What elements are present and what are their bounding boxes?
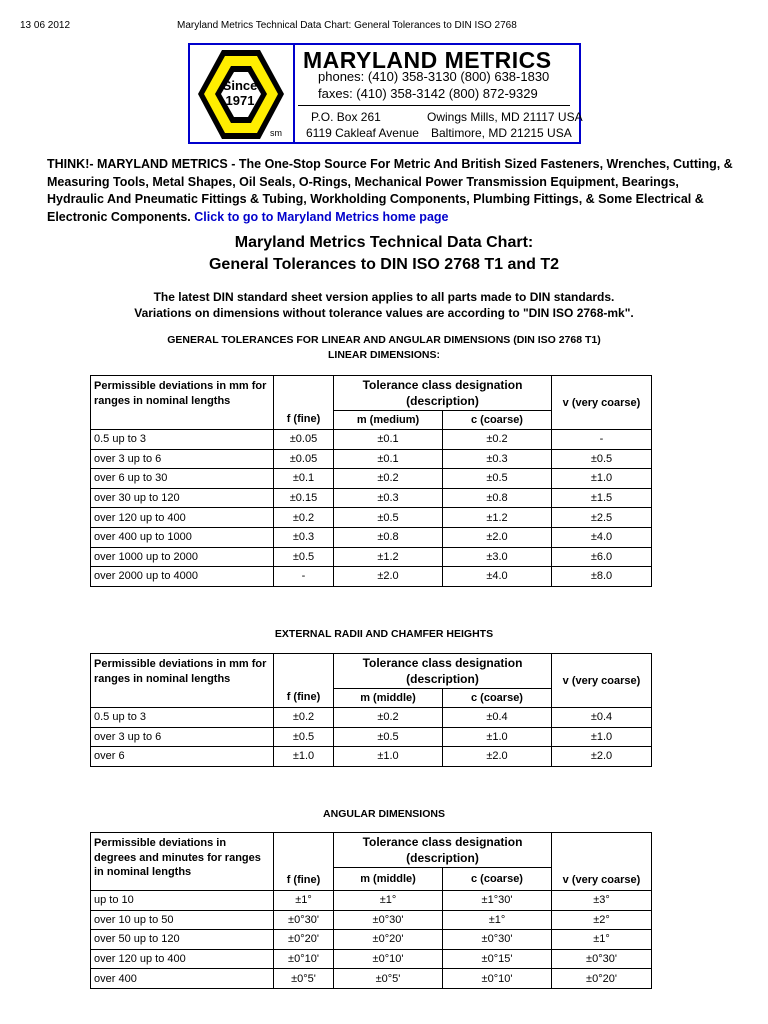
tolerance-cell: ±2.0 bbox=[552, 747, 652, 767]
tolerance-cell: ±4.0 bbox=[443, 567, 552, 587]
radii-header-very-coarse: v (very coarse) bbox=[552, 654, 652, 708]
tolerance-cell: ±2.0 bbox=[334, 567, 443, 587]
linear-header-span: Tolerance class designation (description) bbox=[334, 376, 552, 411]
angular-header-very-coarse: v (very coarse) bbox=[552, 833, 652, 891]
radii-heading: EXTERNAL RADII AND CHAMFER HEIGHTS bbox=[274, 628, 494, 640]
angular-heading: ANGULAR DIMENSIONS bbox=[323, 808, 445, 820]
tolerance-cell: ±0.4 bbox=[552, 708, 652, 728]
tolerance-cell: ±0°30' bbox=[334, 910, 443, 930]
phone-numbers: phones: (410) 358-3130 (800) 638-1830 bbox=[318, 69, 550, 84]
range-cell: over 1000 up to 2000 bbox=[91, 547, 274, 567]
tolerance-cell: ±1° bbox=[443, 910, 552, 930]
document-title-line2: General Tolerances to DIN ISO 2768 T1 and T2 bbox=[208, 256, 560, 273]
tolerance-cell: ±0.1 bbox=[274, 469, 334, 489]
tolerance-cell: - bbox=[552, 430, 652, 450]
tolerance-cell: ±1°30' bbox=[443, 891, 552, 911]
tolerance-cell: ±1.2 bbox=[443, 508, 552, 528]
table-row bbox=[91, 469, 652, 489]
tolerance-cell: ±2.5 bbox=[552, 508, 652, 528]
linear-heading: GENERAL TOLERANCES FOR LINEAR AND ANGULAR DIMENSIONS (DIN ISO 2768 T1) bbox=[167, 334, 601, 346]
tolerance-cell: ±0.2 bbox=[334, 469, 443, 489]
tolerance-cell: ±0°10' bbox=[274, 949, 334, 969]
tolerance-cell: ±1° bbox=[552, 930, 652, 950]
tolerance-cell: ±0.3 bbox=[274, 527, 334, 547]
tolerance-cell: ±4.0 bbox=[552, 527, 652, 547]
tolerance-cell: ±0.2 bbox=[443, 430, 552, 450]
linear-header-coarse: c (coarse) bbox=[443, 411, 552, 430]
tolerance-cell: ±8.0 bbox=[552, 567, 652, 587]
note-line1: The latest DIN standard sheet version applies to all parts made to DIN standards. bbox=[153, 290, 615, 304]
tolerance-cell: ±2.0 bbox=[443, 747, 552, 767]
radii-header-fine: f (fine) bbox=[274, 654, 334, 708]
intro-text: THINK!- MARYLAND METRICS - The One-Stop Source For Metric And British Sized Fasteners, Wrenches, Cutting, & Measuring Tools, Metal Shapes, Oil Seals, O-Rings, Mechanical Power Transmission Equipment, Bearings, Hydraulic And Pneumatic Fittings & Tubing, Workholding Components, Plumbing Fittings, & Some Electrical & Electronic Components. bbox=[47, 157, 733, 224]
banner-divider bbox=[293, 45, 295, 142]
range-cell: over 400 up to 1000 bbox=[91, 527, 274, 547]
range-cell: 0.5 up to 3 bbox=[91, 430, 274, 450]
tolerance-cell: ±0°20' bbox=[552, 969, 652, 989]
tolerance-cell: ±1° bbox=[334, 891, 443, 911]
table-row bbox=[91, 449, 652, 469]
intro-paragraph bbox=[47, 156, 737, 226]
logo-since-text: Since bbox=[222, 78, 258, 93]
tolerance-cell: ±0°20' bbox=[274, 930, 334, 950]
tolerance-cell: ±0°15' bbox=[443, 949, 552, 969]
tolerance-cell: ±0°30' bbox=[552, 949, 652, 969]
linear-header-medium: m (medium) bbox=[334, 411, 443, 430]
tolerance-cell: ±0°20' bbox=[334, 930, 443, 950]
tolerance-cell: ±0°5' bbox=[334, 969, 443, 989]
table-row bbox=[91, 747, 652, 767]
tolerance-cell: ±0°10' bbox=[334, 949, 443, 969]
table-row bbox=[91, 949, 652, 969]
table-row bbox=[91, 930, 652, 950]
range-cell: over 6 up to 30 bbox=[91, 469, 274, 489]
tolerance-cell: ±0.05 bbox=[274, 430, 334, 450]
street-city: Baltimore, MD 21215 USA bbox=[431, 126, 572, 140]
po-box-city: Owings Mills, MD 21117 USA bbox=[427, 110, 583, 124]
tolerance-cell: ±0.3 bbox=[334, 488, 443, 508]
note-line2: Variations on dimensions without tolerance values are according to "DIN ISO 2768-mk". bbox=[134, 306, 634, 320]
tolerance-cell: ±1.0 bbox=[552, 469, 652, 489]
angular-header-first: Permissible deviations in degrees and minutes for ranges in nominal lengths bbox=[91, 833, 274, 891]
tolerance-cell: ±0.8 bbox=[334, 527, 443, 547]
table-row bbox=[91, 727, 652, 747]
range-cell: over 3 up to 6 bbox=[91, 449, 274, 469]
address-separator bbox=[298, 105, 570, 106]
tolerance-cell: ±1.0 bbox=[334, 747, 443, 767]
tolerance-cell: ±0.15 bbox=[274, 488, 334, 508]
table-row bbox=[91, 969, 652, 989]
document-title-line1: Maryland Metrics Technical Data Chart: bbox=[234, 234, 534, 251]
tolerance-cell: ±0.5 bbox=[334, 508, 443, 528]
company-logo bbox=[194, 48, 286, 141]
radii-header-middle: m (middle) bbox=[334, 689, 443, 708]
table-row bbox=[91, 488, 652, 508]
tolerance-cell: ±1.0 bbox=[443, 727, 552, 747]
fax-numbers: faxes: (410) 358-3142 (800) 872-9329 bbox=[318, 86, 538, 101]
linear-header-very-coarse: v (very coarse) bbox=[552, 376, 652, 430]
linear-subheading: LINEAR DIMENSIONS: bbox=[327, 349, 440, 361]
angular-header-span: Tolerance class designation (description) bbox=[334, 833, 552, 868]
range-cell: over 120 up to 400 bbox=[91, 508, 274, 528]
table-row bbox=[91, 708, 652, 728]
table-row bbox=[91, 567, 652, 587]
tolerance-cell: ±0.1 bbox=[334, 430, 443, 450]
range-cell: over 3 up to 6 bbox=[91, 727, 274, 747]
tolerance-cell: ±2.0 bbox=[443, 527, 552, 547]
tolerance-cell: ±3° bbox=[552, 891, 652, 911]
range-cell: over 120 up to 400 bbox=[91, 949, 274, 969]
street-address: 6119 Cakleaf Avenue bbox=[306, 126, 419, 140]
tolerance-cell: ±0°30' bbox=[443, 930, 552, 950]
tolerance-cell: ±6.0 bbox=[552, 547, 652, 567]
tolerance-cell: ±0.1 bbox=[334, 449, 443, 469]
linear-header-fine: f (fine) bbox=[274, 376, 334, 430]
tolerance-cell: ±0.5 bbox=[443, 469, 552, 489]
table-row bbox=[91, 547, 652, 567]
tolerance-cell: ±3.0 bbox=[443, 547, 552, 567]
angular-tolerance-table bbox=[90, 832, 652, 989]
tolerance-cell: ±0.4 bbox=[443, 708, 552, 728]
tolerance-cell: ±1.0 bbox=[552, 727, 652, 747]
po-box: P.O. Box 261 bbox=[311, 110, 381, 124]
tolerance-cell: ±0.2 bbox=[274, 708, 334, 728]
tolerance-cell: ±0.05 bbox=[274, 449, 334, 469]
radii-header-span: Tolerance class designation (description) bbox=[334, 654, 552, 689]
tolerance-cell: ±0.3 bbox=[443, 449, 552, 469]
company-banner bbox=[188, 43, 581, 144]
angular-header-middle: m (middle) bbox=[334, 868, 443, 891]
tolerance-cell: ±2° bbox=[552, 910, 652, 930]
tolerance-cell: ±1.0 bbox=[274, 747, 334, 767]
radii-header-first: Permissible deviations in mm for ranges in nominal lengths bbox=[91, 654, 274, 708]
range-cell: over 400 bbox=[91, 969, 274, 989]
range-cell: up to 10 bbox=[91, 891, 274, 911]
angular-header-fine: f (fine) bbox=[274, 833, 334, 891]
table-row bbox=[91, 527, 652, 547]
range-cell: over 50 up to 120 bbox=[91, 930, 274, 950]
range-cell: over 30 up to 120 bbox=[91, 488, 274, 508]
tolerance-cell: ±0.5 bbox=[274, 547, 334, 567]
print-title: Maryland Metrics Technical Data Chart: General Tolerances to DIN ISO 2768 bbox=[177, 20, 517, 31]
table-row bbox=[91, 891, 652, 911]
linear-header-first: Permissible deviations in mm for ranges in nominal lengths bbox=[91, 376, 274, 430]
linear-tolerance-table bbox=[90, 375, 652, 587]
home-page-link[interactable]: Click to go to Maryland Metrics home page bbox=[194, 209, 449, 224]
print-date: 13 06 2012 bbox=[20, 20, 71, 31]
logo-year-text: 1971 bbox=[225, 93, 255, 108]
range-cell: over 6 bbox=[91, 747, 274, 767]
tolerance-cell: ±1.5 bbox=[552, 488, 652, 508]
company-name: MARYLAND METRICS bbox=[303, 47, 552, 73]
angular-header-coarse: c (coarse) bbox=[443, 868, 552, 891]
tolerance-cell: ±0°30' bbox=[274, 910, 334, 930]
tolerance-cell: ±0.5 bbox=[274, 727, 334, 747]
range-cell: over 2000 up to 4000 bbox=[91, 567, 274, 587]
tolerance-cell: ±0.5 bbox=[552, 449, 652, 469]
table-row bbox=[91, 430, 652, 450]
radii-header-coarse: c (coarse) bbox=[443, 689, 552, 708]
tolerance-cell: ±0.2 bbox=[274, 508, 334, 528]
range-cell: 0.5 up to 3 bbox=[91, 708, 274, 728]
tolerance-cell: ±0.5 bbox=[334, 727, 443, 747]
tolerance-cell: ±0°10' bbox=[443, 969, 552, 989]
tolerance-cell: ±1.2 bbox=[334, 547, 443, 567]
table-row bbox=[91, 910, 652, 930]
range-cell: over 10 up to 50 bbox=[91, 910, 274, 930]
logo-sm-mark: sm bbox=[270, 128, 282, 138]
tolerance-cell: ±0.2 bbox=[334, 708, 443, 728]
radii-tolerance-table bbox=[90, 653, 652, 767]
table-row bbox=[91, 508, 652, 528]
tolerance-cell: ±0.8 bbox=[443, 488, 552, 508]
tolerance-cell: - bbox=[274, 567, 334, 587]
tolerance-cell: ±1° bbox=[274, 891, 334, 911]
tolerance-cell: ±0°5' bbox=[274, 969, 334, 989]
